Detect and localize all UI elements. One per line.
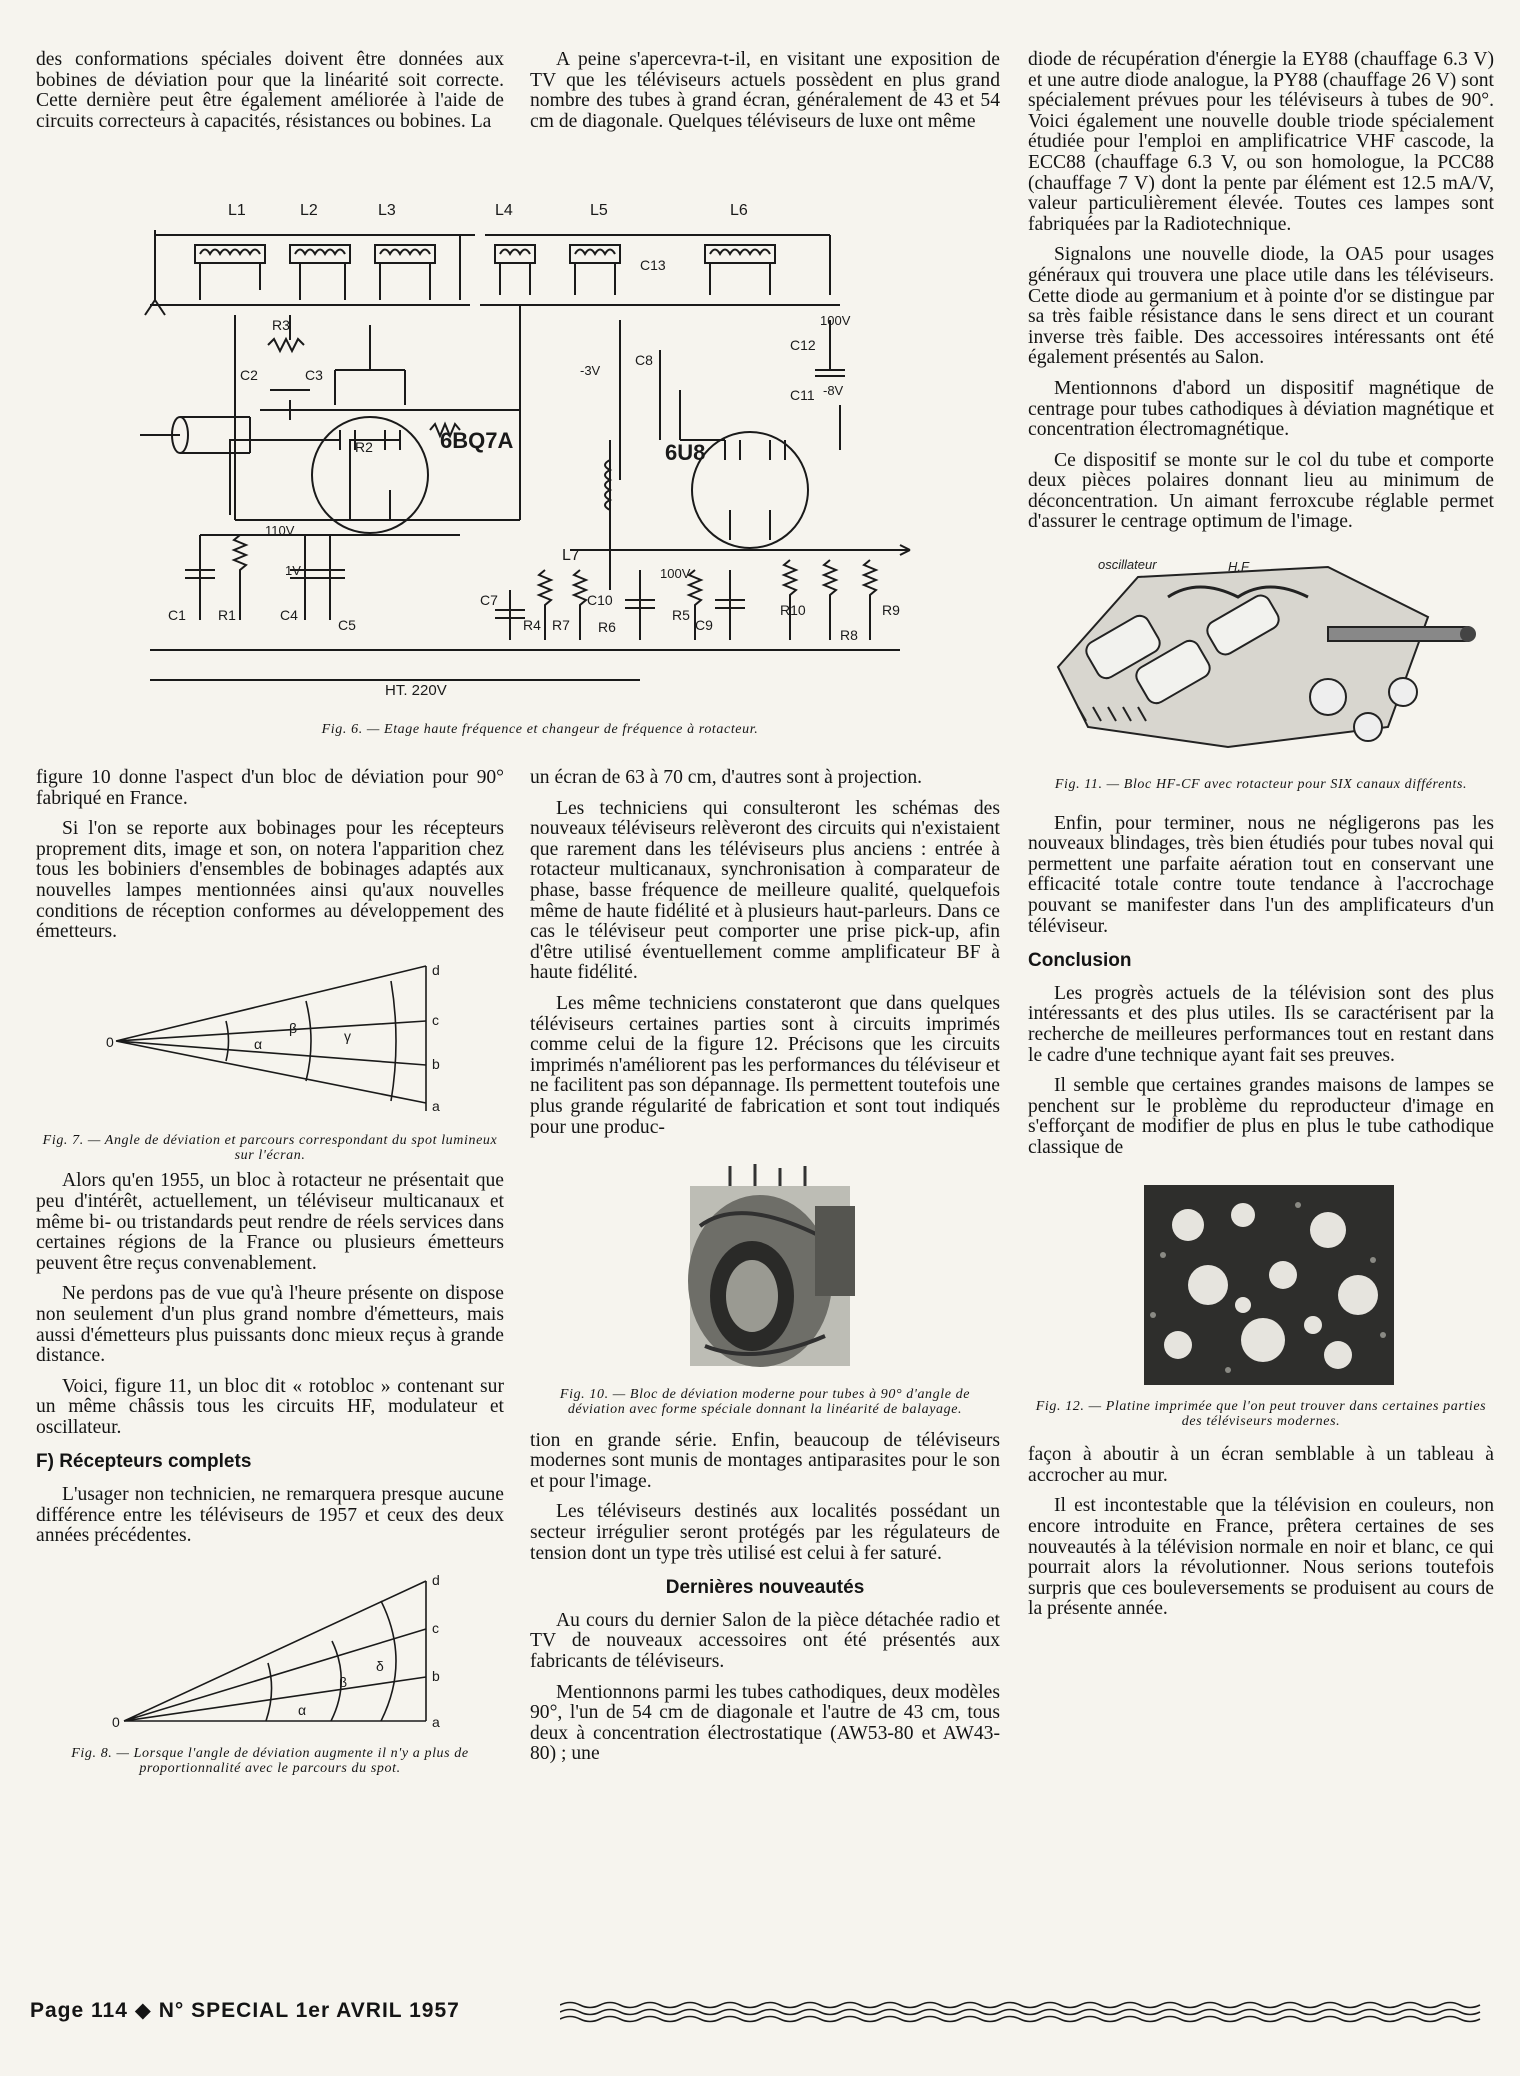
label-l5: L5 <box>590 202 608 219</box>
fig12-caption: Fig. 12. — Platine imprimée que l'on peut trouver dans certaines parties des téléviseurs modernes. <box>1035 1399 1487 1430</box>
section-heading-f: F) Récepteurs complets <box>36 1451 252 1473</box>
label-r7: R7 <box>552 617 570 633</box>
paragraph: Ne perdons pas de vue qu'à l'heure présente on dispose non seulement d'un plus grand nombre d'émetteurs, mais aussi d'émetteurs plus puissants donc mieux reçus à grande distance. <box>36 1283 504 1367</box>
fig7-b: b <box>432 1055 440 1072</box>
label-c9: C9 <box>695 617 713 633</box>
label-r4: R4 <box>523 617 541 633</box>
paragraph: Les même techniciens constateront que dans quelques téléviseurs certaines parties sont à circuits imprimés comme celui de la figure 12. Précisons que les circuits imprimés n'améliorent pas les performances du téléviseur et ne facilitent pas son dépannage. Ils permettent toutefois une plus grande régularité de fabrication et sont tout indiqués pour une produc- <box>530 992 1000 1138</box>
label-r8: R8 <box>840 627 858 643</box>
paragraph: A peine s'apercevra-t-il, en visitant une exposition de TV que les téléviseurs actuels possèdent en plus grand nombre des tubes à grand écran, généralement de 43 et 54 cm de diagonale. Quelques téléviseurs de luxe ont même <box>530 49 1000 132</box>
volt-100a: 100V <box>660 566 691 581</box>
issue-info: N° SPECIAL 1er AVRIL 1957 <box>158 1999 460 2022</box>
fig8-origin: 0 <box>112 1713 120 1730</box>
label-c1: C1 <box>168 607 186 623</box>
paragraph: Ce dispositif se monte sur le col du tube et comporte deux pièces polaires donnant lieu au minimum de déconcentration. Un aimant ferroxcube réglable permet d'assurer le centrage optimum de l'image. <box>1028 449 1494 533</box>
paragraph: un écran de 63 à 70 cm, d'autres sont à projection. <box>530 767 923 788</box>
volt-100b: 100V <box>820 313 851 328</box>
label-l2: L2 <box>300 202 318 219</box>
label-c3: C3 <box>305 367 323 383</box>
fig8-caption: Fig. 8. — Lorsque l'angle de déviation augmente il n'y a plus de proportionnalité avec le parcours du spot. <box>71 1746 469 1777</box>
paragraph: des conformations spéciales doivent être données aux bobines de déviation pour que la linéarité soit correcte. Cette dernière peut être également améliorée à l'aide de circuits correcteurs à capacités, résistances ou bobines. La <box>36 49 504 132</box>
column3 <box>1028 50 1494 1630</box>
label-r5: R5 <box>672 607 690 623</box>
volt-1: 1V <box>285 563 301 578</box>
label-c4: C4 <box>280 607 298 623</box>
fig8-delta: δ <box>376 1657 384 1674</box>
label-c11: C11 <box>790 387 815 403</box>
volt-m3: -3V <box>580 363 601 378</box>
diamond-icon: ◆ <box>134 1999 159 2022</box>
label-r3: R3 <box>272 317 290 333</box>
volt-ht: HT. 220V <box>385 682 447 699</box>
fig11-label-osc: oscillateur <box>1098 557 1157 573</box>
fig11-caption: Fig. 11. — Bloc HF-CF avec rotacteur pour SIX canaux différents. <box>1054 776 1468 792</box>
column2-bottom <box>530 768 1000 1775</box>
column1-top <box>36 50 504 142</box>
page-footer <box>30 1998 460 2023</box>
volt-110: 110V <box>265 523 295 538</box>
paragraph: façon à aboutir à un écran semblable à un tableau à accrocher au mur. <box>1028 1444 1494 1486</box>
label-r6: R6 <box>598 619 616 635</box>
fig7-caption: Fig. 7. — Angle de déviation et parcours correspondant du spot lumineux sur l'écran. <box>42 1133 498 1164</box>
label-l3: L3 <box>378 202 396 219</box>
column2-top <box>530 50 1000 142</box>
label-l6: L6 <box>730 202 748 219</box>
paragraph: Enfin, pour terminer, nous ne négligerons pas les nouveaux blindages, très bien étudiés pour tubes noval qui permettent une parfaite aération tout en conservant une efficacité totale contre toute tendance à l'accrochage pouvant se manifester dans l'un des amplificateurs d'un téléviseur. <box>1028 812 1494 937</box>
fig10-photo <box>530 1156 1000 1381</box>
volt-m8: -8V <box>823 383 844 398</box>
fig8-alpha: α <box>298 1701 307 1718</box>
fig7-c: c <box>432 1011 439 1028</box>
fig8-a: a <box>432 1713 440 1730</box>
label-r2: R2 <box>355 439 373 455</box>
section-heading-conclusion: Conclusion <box>1028 950 1132 972</box>
paragraph: Au cours du dernier Salon de la pièce détachée radio et TV de nouveaux accessoires ont été présentés aux fabricants de téléviseurs. <box>530 1609 1000 1673</box>
fig12-photo <box>1028 1175 1494 1390</box>
paragraph: Si l'on se reporte aux bobinages pour les récepteurs proprement dits, image et son, on notera l'apparition chez tous les bobiniers d'ensembles de bobinages adaptés aux nouvelles lampes mentionnées ainsi qu'aux nouvelles conditions de réception conformes au développement des émetteurs. <box>36 818 504 943</box>
section-heading-dernieres: Dernières nouveautés <box>665 1577 865 1599</box>
fig7-beta: β <box>289 1019 298 1036</box>
paragraph: Les progrès actuels de la télévision sont des plus intéressants et des plus utiles. Ils se caractérisent par la recherche de meilleures performances tout en restant dans le cadre d'une technique ayant fait ses preuves. <box>1028 982 1494 1066</box>
column1-bottom <box>36 768 504 1776</box>
label-c10: C10 <box>587 592 613 608</box>
fig7-d: d <box>432 961 440 978</box>
label-r10: R10 <box>780 602 806 618</box>
label-c5: C5 <box>338 617 356 633</box>
tube2-label: 6U8 <box>665 440 706 465</box>
label-r1: R1 <box>218 607 236 623</box>
tube1-label: 6BQ7A <box>440 428 514 453</box>
label-c8: C8 <box>635 352 653 368</box>
paragraph: Il est incontestable que la télévision en couleurs, non encore introduite en France, prêtera certaines de ses nouveautés à la télévision normale en noir et blanc, ce qui pourrait alors la révolutionner. Nous serions toutefois surpris que ces bouleversements se produisent au cours de la présente année. <box>1028 1495 1494 1620</box>
fig8-b: b <box>432 1667 440 1684</box>
fig8-diagram <box>36 1571 504 1741</box>
paragraph: Mentionnons d'abord un dispositif magnétique de centrage pour tubes cathodiques à déviation magnétique et concentration électromagnétique. <box>1028 377 1494 441</box>
label-r9: R9 <box>882 602 900 618</box>
label-l4: L4 <box>495 202 513 219</box>
fig7-a: a <box>432 1097 440 1114</box>
label-c13: C13 <box>640 257 666 273</box>
paragraph: Mentionnons parmi les tubes cathodiques, deux modèles 90°, l'un de 54 cm de diagonale et l'autre de 43 cm, tous deux à concentration électrostatique (AW53-80 et AW43-80) ; une <box>530 1681 1000 1765</box>
fig11-label-hf: H.F <box>1228 559 1249 575</box>
fig7-diagram <box>36 961 504 1126</box>
fig6-schematic <box>140 190 1020 710</box>
fig7-alpha: α <box>254 1035 263 1052</box>
fig8-c: c <box>432 1619 439 1636</box>
fig7-origin: 0 <box>106 1033 114 1050</box>
label-c2: C2 <box>240 367 258 383</box>
paragraph: L'usager non technicien, ne remarquera presque aucune différence entre les téléviseurs de 1957 et ceux des deux années précédentes. <box>36 1484 504 1547</box>
footer-wave-rule <box>560 2000 1490 2026</box>
paragraph: Voici, figure 11, un bloc dit « rotobloc » contenant sur un même châssis tous les circuits HF, modulateur et oscillateur. <box>36 1375 504 1438</box>
paragraph: Les téléviseurs destinés aux localités possédant un secteur irrégulier seront protégés par les régulateurs de tension dont un type très utilisé est celui à fer saturé. <box>530 1501 1000 1564</box>
paragraph: Les techniciens qui consulteront les schémas des nouveaux téléviseurs relèveront des circuits qui n'existaient que rarement dans les téléviseurs plus anciens : entrée à rotacteur multicanaux, synchronisation à comparateur de phase, basse fréquence de meilleure qualité, quelquefois même de haute fidélité et à plusieurs haut-parleurs. Dans ce cas le téléviseur peut comporter une prise pick-up, afin d'être utilisé éventuellement comme amplificateur BF à haute fidélité. <box>530 797 1000 984</box>
paragraph: Signalons une nouvelle diode, la OA5 pour usages généraux qui trouvera une place utile dans les téléviseurs. Cette diode au germanium et à pointe d'or se distingue par sa très faible résistance dans le sens direct et un courant inverse très faible. Des accessoires intéressants ont été également présentés au Salon. <box>1028 244 1494 369</box>
paragraph: tion en grande série. Enfin, beaucoup de téléviseurs modernes sont munis de montages antiparasites pour le son et pour l'image. <box>530 1429 1000 1492</box>
paragraph: Alors qu'en 1955, un bloc à rotacteur ne présentait que peu d'intérêt, actuellement, un téléviseur multicanaux et même bi- ou tristandards peut rendre de réels services dans certaines régions de la France ou plusieurs émetteurs peuvent être reçus convenablement. <box>36 1170 504 1274</box>
fig6-caption: Fig. 6. — Etage haute fréquence et changeur de fréquence à rotacteur. <box>321 722 759 737</box>
fig8-d: d <box>432 1571 440 1588</box>
label-l1: L1 <box>228 202 246 219</box>
fig10-caption: Fig. 10. — Bloc de déviation moderne pour tubes à 90° d'angle de déviation avec forme spéciale donnant la linéarité de balayage. <box>559 1386 971 1417</box>
fig11-photo <box>1028 557 1494 767</box>
paragraph: diode de récupération d'énergie la EY88 (chauffage 6.3 V) et une autre diode analogue, la PY88 (chauffage 26 V) sont spécialement prévues pour les téléviseurs à tubes de 90°. Voici également une nouvelle double triode spécialement étudiée pour l'emploi en amplificatrice VHF cascode, la ECC88 (chauffage 6.3 V, ou son homologue, la PCC88 (chauffage 7 V) dont la pente par élément est 12.5 mA/V, valeur particulièrement élevée. Toutes ces lampes sont fabriquées par la Radiotechnique. <box>1028 49 1494 235</box>
label-l7: L7 <box>562 547 580 564</box>
fig7-gamma: γ <box>344 1027 351 1044</box>
paragraph: Il semble que certaines grandes maisons de lampes se penchent sur le problème du reproducteur d'image en s'efforçant de modifier de plus en plus le tube cathodique classique de <box>1028 1075 1494 1158</box>
fig8-beta: β <box>339 1673 348 1690</box>
paragraph: figure 10 donne l'aspect d'un bloc de déviation pour 90° fabriqué en France. <box>36 767 504 809</box>
page-number: Page 114 <box>30 1999 128 2022</box>
label-c7: C7 <box>480 592 498 608</box>
label-c12: C12 <box>790 337 816 353</box>
